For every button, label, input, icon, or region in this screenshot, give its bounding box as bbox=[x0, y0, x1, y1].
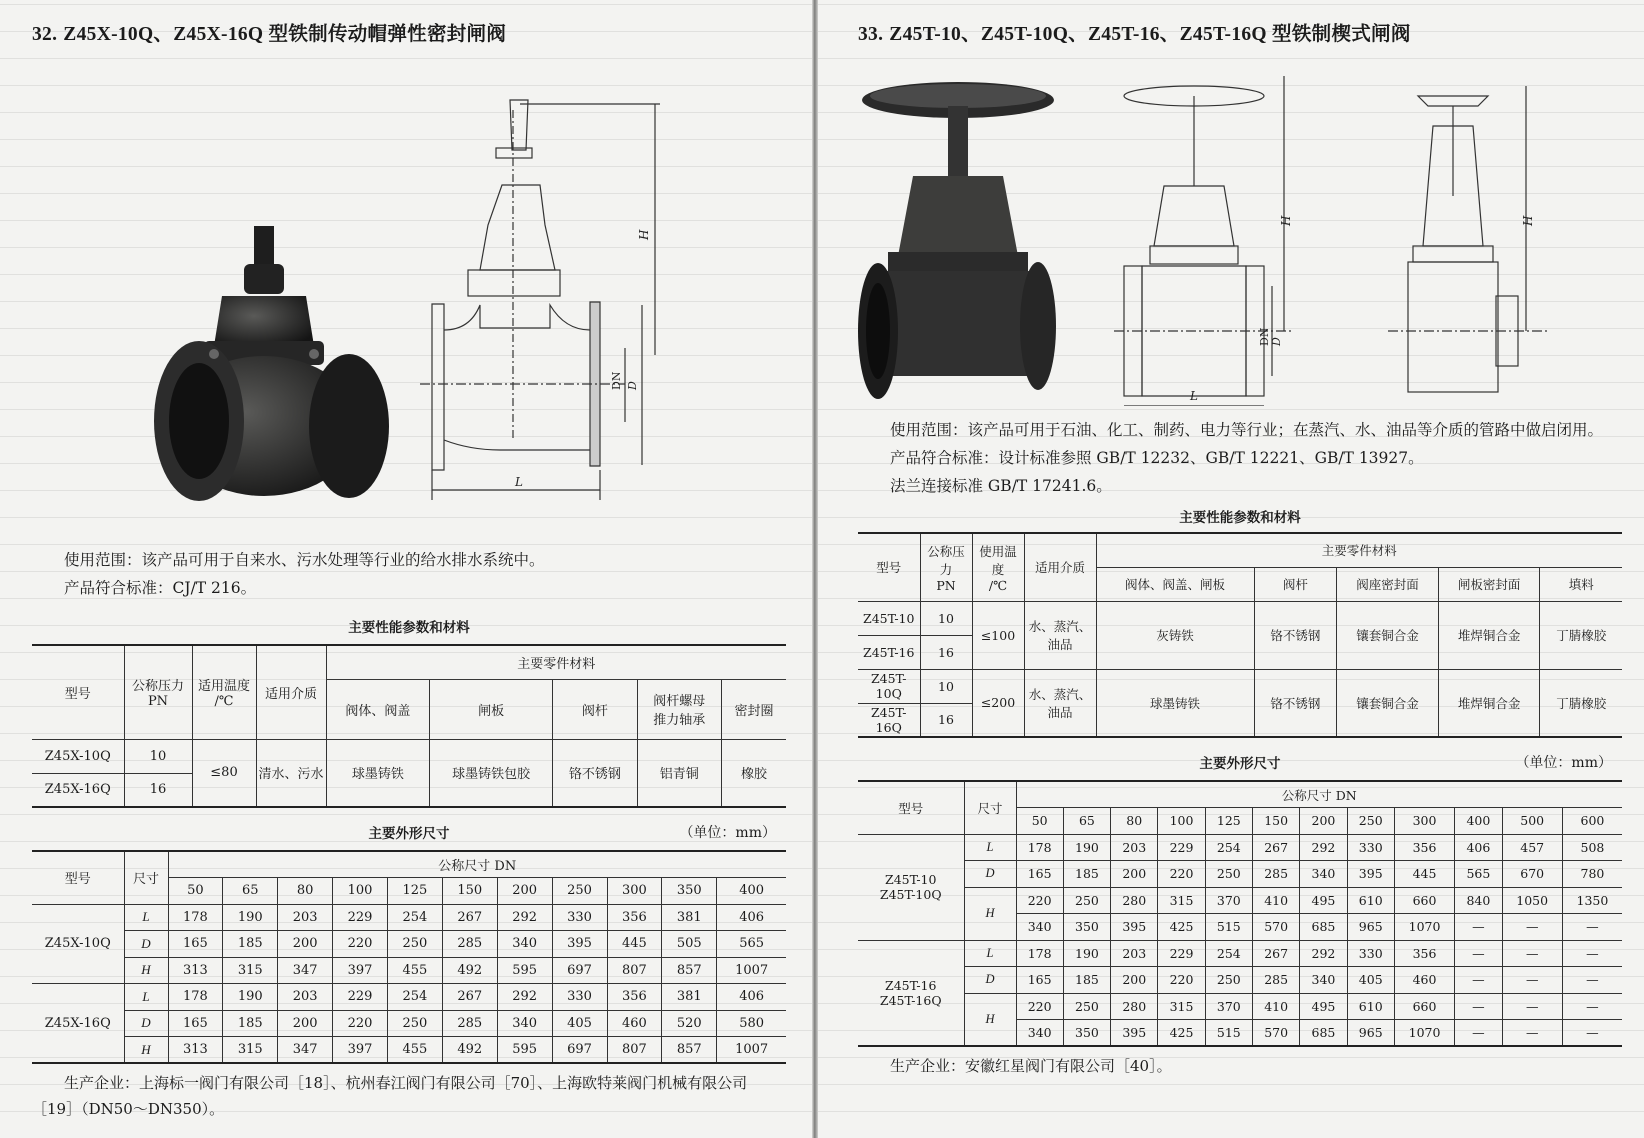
col-seat: 阀座密封面 bbox=[1337, 567, 1439, 601]
value-cell: 425 bbox=[1158, 1020, 1205, 1047]
value-cell: 340 bbox=[1300, 861, 1347, 888]
value-cell: 250 bbox=[388, 1010, 443, 1037]
valve-cross-section-drawing bbox=[380, 90, 660, 510]
dim-label-H: H bbox=[1279, 215, 1293, 226]
col-model: 型号 bbox=[858, 533, 920, 601]
value-cell: 315 bbox=[1158, 993, 1205, 1020]
value-cell: 285 bbox=[1252, 967, 1299, 994]
value-cell: 455 bbox=[388, 1037, 443, 1064]
value-cell: 267 bbox=[442, 904, 497, 931]
value-cell: 495 bbox=[1300, 993, 1347, 1020]
value-cell: 381 bbox=[662, 904, 717, 931]
col-dn-group: 公称尺寸 DN bbox=[1016, 781, 1622, 808]
value-cell: 395 bbox=[1347, 861, 1394, 888]
col-model: 型号 bbox=[32, 645, 124, 739]
col-model: 型号 bbox=[32, 851, 124, 904]
value-cell: 178 bbox=[1016, 940, 1063, 967]
value-cell: — bbox=[1455, 1020, 1502, 1047]
right-page bbox=[818, 0, 1644, 1138]
value-cell: 203 bbox=[278, 984, 333, 1011]
table-row: Z45X-16Q 16 bbox=[32, 773, 786, 807]
value-cell: 1070 bbox=[1394, 914, 1454, 941]
value-cell: 220 bbox=[333, 931, 388, 958]
dim-label-H: H bbox=[637, 229, 651, 240]
value-cell: 406 bbox=[717, 984, 786, 1011]
value-cell: 685 bbox=[1300, 1020, 1347, 1047]
materials-table bbox=[32, 644, 786, 808]
value-cell: 492 bbox=[442, 957, 497, 984]
value-cell: 370 bbox=[1205, 887, 1252, 914]
col-packing: 填料 bbox=[1540, 567, 1622, 601]
value-cell: 200 bbox=[1111, 967, 1158, 994]
value-cell: 190 bbox=[1063, 834, 1110, 861]
left-page bbox=[0, 0, 812, 1138]
dimensions-table bbox=[32, 850, 786, 1064]
value-cell: 595 bbox=[497, 957, 552, 984]
dim-cell: D bbox=[124, 931, 168, 958]
table-row: Z45T-10 10 ≤100 水、蒸汽、油品 灰铸铁 铬不锈钢 镶套铜合金 堆焊铜合金 丁腈橡胶 bbox=[858, 601, 1622, 635]
value-cell: 455 bbox=[388, 957, 443, 984]
dims-caption: 主要外形尺寸 （单位：mm） bbox=[32, 822, 786, 842]
value-cell: 267 bbox=[1252, 940, 1299, 967]
value-cell: — bbox=[1562, 967, 1622, 994]
value-cell: 381 bbox=[662, 984, 717, 1011]
value-cell: 370 bbox=[1205, 993, 1252, 1020]
value-cell: 397 bbox=[333, 1037, 388, 1064]
value-cell: — bbox=[1562, 940, 1622, 967]
value-cell: 660 bbox=[1394, 887, 1454, 914]
value-cell: — bbox=[1502, 1020, 1562, 1047]
value-cell: 250 bbox=[1205, 967, 1252, 994]
value-cell: 460 bbox=[607, 1010, 662, 1037]
standard-text: 产品符合标准：设计标准参照 GB/T 12232、GB/T 12221、GB/T 13927。 bbox=[890, 449, 1424, 467]
value-cell: 492 bbox=[442, 1037, 497, 1064]
value-cell: 350 bbox=[1063, 1020, 1110, 1047]
value-cell: 285 bbox=[1252, 861, 1299, 888]
value-cell: 229 bbox=[1158, 834, 1205, 861]
value-cell: 220 bbox=[333, 1010, 388, 1037]
value-cell: 405 bbox=[1347, 967, 1394, 994]
manufacturers-text: 生产企业：上海标一阀门有限公司［18］、杭州春江阀门有限公司［70］、上海欧特莱阀门机械有限公司［19］（DN50～DN350）。 bbox=[32, 1074, 748, 1118]
value-cell: 178 bbox=[1016, 834, 1063, 861]
manufacturers-text: 生产企业：安徽红星阀门有限公司［40］。 bbox=[890, 1057, 1172, 1075]
value-cell: 565 bbox=[1455, 861, 1502, 888]
value-cell: 570 bbox=[1252, 914, 1299, 941]
value-cell: 406 bbox=[1455, 834, 1502, 861]
col-dim: 尺寸 bbox=[124, 851, 168, 904]
value-cell: 495 bbox=[1300, 887, 1347, 914]
dim-cell: H bbox=[964, 887, 1016, 940]
value-cell: 203 bbox=[1111, 834, 1158, 861]
section-number: 32. bbox=[32, 24, 58, 45]
value-cell: 220 bbox=[1158, 967, 1205, 994]
value-cell: 505 bbox=[662, 931, 717, 958]
value-cell: 350 bbox=[1063, 914, 1110, 941]
col-parts-group: 主要零件材料 bbox=[1096, 533, 1622, 567]
dim-label-DN: DN bbox=[1258, 327, 1271, 346]
materials-caption: 主要性能参数和材料 bbox=[348, 620, 470, 636]
value-cell: 410 bbox=[1252, 887, 1299, 914]
table-row bbox=[32, 904, 786, 931]
col-disc-seal: 闸板密封面 bbox=[1438, 567, 1540, 601]
value-cell: — bbox=[1455, 993, 1502, 1020]
value-cell: 315 bbox=[1158, 887, 1205, 914]
value-cell: 313 bbox=[168, 957, 223, 984]
value-cell: 340 bbox=[1016, 1020, 1063, 1047]
value-cell: 267 bbox=[442, 984, 497, 1011]
dim-cell: H bbox=[124, 957, 168, 984]
table-row: Z45T-16 16 bbox=[858, 635, 1622, 669]
value-cell: 229 bbox=[333, 984, 388, 1011]
value-cell: 857 bbox=[662, 957, 717, 984]
value-cell: 515 bbox=[1205, 914, 1252, 941]
value-cell: 315 bbox=[223, 957, 278, 984]
value-cell: — bbox=[1455, 940, 1502, 967]
valve-front-drawing bbox=[1378, 66, 1558, 406]
model-cell: Z45T-10 Z45T-10Q bbox=[858, 834, 964, 940]
value-cell: 965 bbox=[1347, 1020, 1394, 1047]
value-cell: 340 bbox=[497, 1010, 552, 1037]
model-cell: Z45T-16 Z45T-16Q bbox=[858, 940, 964, 1046]
value-cell: 965 bbox=[1347, 914, 1394, 941]
model-cell: Z45X-16Q bbox=[32, 984, 124, 1064]
col-disc: 闸板 bbox=[430, 679, 553, 739]
section-title-text: Z45T-10、Z45T-10Q、Z45T-16、Z45T-16Q 型铁制楔式闸阀 bbox=[889, 24, 1411, 45]
value-cell: 229 bbox=[1158, 940, 1205, 967]
value-cell: 356 bbox=[1394, 940, 1454, 967]
value-cell: 165 bbox=[168, 1010, 223, 1037]
value-cell: 347 bbox=[278, 1037, 333, 1064]
value-cell: 203 bbox=[278, 904, 333, 931]
dim-cell: D bbox=[964, 861, 1016, 888]
value-cell: 670 bbox=[1502, 861, 1562, 888]
value-cell: 330 bbox=[552, 904, 607, 931]
value-cell: 250 bbox=[1063, 887, 1110, 914]
value-cell: 425 bbox=[1158, 914, 1205, 941]
dim-label-DN: DN bbox=[610, 371, 623, 390]
value-cell: 330 bbox=[552, 984, 607, 1011]
value-cell: 515 bbox=[1205, 1020, 1252, 1047]
value-cell: — bbox=[1502, 914, 1562, 941]
value-cell: 520 bbox=[662, 1010, 717, 1037]
section-title-32 bbox=[32, 18, 786, 46]
value-cell: 190 bbox=[1063, 940, 1110, 967]
value-cell: 445 bbox=[1394, 861, 1454, 888]
dim-cell: L bbox=[964, 940, 1016, 967]
value-cell: 697 bbox=[552, 1037, 607, 1064]
value-cell: 315 bbox=[223, 1037, 278, 1064]
value-cell: 250 bbox=[1063, 993, 1110, 1020]
value-cell: 570 bbox=[1252, 1020, 1299, 1047]
value-cell: 165 bbox=[1016, 861, 1063, 888]
value-cell: 508 bbox=[1562, 834, 1622, 861]
table-row bbox=[32, 1010, 786, 1037]
figure-area bbox=[858, 56, 1622, 416]
value-cell: 254 bbox=[388, 984, 443, 1011]
value-cell: 285 bbox=[442, 1010, 497, 1037]
value-cell: 254 bbox=[1205, 940, 1252, 967]
col-dn-group: 公称尺寸 DN bbox=[168, 851, 786, 878]
col-stem: 阀杆 bbox=[1254, 567, 1337, 601]
col-dim: 尺寸 bbox=[964, 781, 1016, 834]
value-cell: 1070 bbox=[1394, 1020, 1454, 1047]
value-cell: 356 bbox=[607, 904, 662, 931]
value-cell: 580 bbox=[717, 1010, 786, 1037]
value-cell: — bbox=[1502, 967, 1562, 994]
dim-cell: H bbox=[124, 1037, 168, 1064]
value-cell: 1050 bbox=[1502, 887, 1562, 914]
col-temp: 使用温度 /℃ bbox=[972, 533, 1024, 601]
dim-cell: H bbox=[964, 993, 1016, 1046]
value-cell: 185 bbox=[1063, 861, 1110, 888]
value-cell: 200 bbox=[278, 1010, 333, 1037]
value-cell: 660 bbox=[1394, 993, 1454, 1020]
value-cell: 280 bbox=[1111, 993, 1158, 1020]
value-cell: — bbox=[1562, 993, 1622, 1020]
value-cell: 697 bbox=[552, 957, 607, 984]
dim-cell: D bbox=[964, 967, 1016, 994]
dim-cell: D bbox=[124, 1010, 168, 1037]
col-medium: 适用介质 bbox=[1024, 533, 1096, 601]
value-cell: 165 bbox=[1016, 967, 1063, 994]
value-cell: 254 bbox=[388, 904, 443, 931]
value-cell: 840 bbox=[1455, 887, 1502, 914]
model-cell: Z45X-10Q bbox=[32, 904, 124, 984]
svg-text:H: H bbox=[1521, 215, 1535, 226]
value-cell: 330 bbox=[1347, 834, 1394, 861]
col-pressure: 公称压力 PN bbox=[920, 533, 972, 601]
value-cell: — bbox=[1455, 967, 1502, 994]
value-cell: 347 bbox=[278, 957, 333, 984]
value-cell: 397 bbox=[333, 957, 388, 984]
dim-label-D: D bbox=[1270, 337, 1283, 346]
value-cell: 250 bbox=[388, 931, 443, 958]
value-cell: — bbox=[1455, 914, 1502, 941]
dim-label-L: L bbox=[515, 475, 523, 489]
value-cell: 460 bbox=[1394, 967, 1454, 994]
value-cell: 857 bbox=[662, 1037, 717, 1064]
value-cell: 190 bbox=[223, 904, 278, 931]
value-cell: 229 bbox=[333, 904, 388, 931]
table-row bbox=[858, 940, 1622, 967]
col-pressure: 公称压力 PN bbox=[124, 645, 192, 739]
valve-photo bbox=[858, 76, 1058, 406]
valve-side-drawing bbox=[1094, 66, 1334, 406]
value-cell: 395 bbox=[552, 931, 607, 958]
value-cell: — bbox=[1502, 940, 1562, 967]
unit-label: （单位：mm） bbox=[679, 825, 776, 841]
usage-text: 使用范围：该产品可用于石油、化工、制药、电力等行业；在蒸汽、水、油品等介质的管路中做启闭用。 bbox=[890, 421, 1604, 439]
value-cell: 220 bbox=[1016, 993, 1063, 1020]
value-cell: 406 bbox=[717, 904, 786, 931]
table-row bbox=[32, 957, 786, 984]
value-cell: 1350 bbox=[1562, 887, 1622, 914]
table-row bbox=[858, 887, 1622, 914]
value-cell: 340 bbox=[1300, 967, 1347, 994]
value-cell: 292 bbox=[1300, 834, 1347, 861]
table-row bbox=[858, 967, 1622, 994]
value-cell: 292 bbox=[497, 984, 552, 1011]
table-row bbox=[858, 861, 1622, 888]
value-cell: 200 bbox=[1111, 861, 1158, 888]
dim-label-D: D bbox=[626, 381, 639, 390]
dim-cell: L bbox=[124, 984, 168, 1011]
col-parts-group: 主要零件材料 bbox=[326, 645, 786, 679]
value-cell: 178 bbox=[168, 904, 223, 931]
value-cell: 220 bbox=[1016, 887, 1063, 914]
flange-standard-text: 法兰连接标准 GB/T 17241.6。 bbox=[890, 477, 1112, 495]
col-temp: 适用温度 /℃ bbox=[192, 645, 256, 739]
value-cell: 220 bbox=[1158, 861, 1205, 888]
unit-label: （单位：mm） bbox=[1515, 755, 1612, 771]
value-cell: 457 bbox=[1502, 834, 1562, 861]
value-cell: 445 bbox=[607, 931, 662, 958]
value-cell: 185 bbox=[1063, 967, 1110, 994]
value-cell: 165 bbox=[168, 931, 223, 958]
col-stem: 阀杆 bbox=[553, 679, 637, 739]
table-row: Z45T-10Q 10 ≤200 水、蒸汽、油品 球墨铸铁 铬不锈钢 镶套铜合金 堆焊铜合金 丁腈橡胶 bbox=[858, 669, 1622, 703]
col-body: 阀体、阀盖、闸板 bbox=[1096, 567, 1254, 601]
table-row bbox=[32, 1037, 786, 1064]
col-medium: 适用介质 bbox=[256, 645, 326, 739]
value-cell: 405 bbox=[552, 1010, 607, 1037]
value-cell: 807 bbox=[607, 957, 662, 984]
value-cell: 280 bbox=[1111, 887, 1158, 914]
value-cell: 340 bbox=[1016, 914, 1063, 941]
section-title-33 bbox=[858, 18, 1622, 46]
figure-area bbox=[32, 56, 786, 536]
col-model: 型号 bbox=[858, 781, 964, 834]
value-cell: 1007 bbox=[717, 957, 786, 984]
col-nut: 阀杆螺母 推力轴承 bbox=[637, 679, 721, 739]
dn-header-row: 50 65 80 100 125 150 200 250 300 350 400 bbox=[32, 878, 786, 905]
value-cell: 807 bbox=[607, 1037, 662, 1064]
value-cell: — bbox=[1562, 1020, 1622, 1047]
standard-text: 产品符合标准：CJ/T 216。 bbox=[64, 579, 257, 597]
value-cell: 292 bbox=[1300, 940, 1347, 967]
dn-header-row: 50 65 80 100 125 150 200 250 300 400 500 600 bbox=[858, 808, 1622, 835]
value-cell: 356 bbox=[1394, 834, 1454, 861]
materials-caption: 主要性能参数和材料 bbox=[1179, 510, 1301, 526]
value-cell: 330 bbox=[1347, 940, 1394, 967]
table-row bbox=[32, 931, 786, 958]
col-body: 阀体、阀盖 bbox=[326, 679, 430, 739]
value-cell: 565 bbox=[717, 931, 786, 958]
value-cell: 292 bbox=[497, 904, 552, 931]
value-cell: 178 bbox=[168, 984, 223, 1011]
dim-cell: L bbox=[124, 904, 168, 931]
value-cell: — bbox=[1562, 914, 1622, 941]
dim-cell: L bbox=[964, 834, 1016, 861]
value-cell: 610 bbox=[1347, 887, 1394, 914]
section-title-text: Z45X-10Q、Z45X-16Q 型铁制传动帽弹性密封闸阀 bbox=[63, 24, 507, 45]
value-cell: 780 bbox=[1562, 861, 1622, 888]
table-row bbox=[858, 993, 1622, 1020]
value-cell: 356 bbox=[607, 984, 662, 1011]
value-cell: 267 bbox=[1252, 834, 1299, 861]
table-row bbox=[858, 834, 1622, 861]
value-cell: 395 bbox=[1111, 1020, 1158, 1047]
dim-label-L: L bbox=[1190, 389, 1198, 403]
value-cell: 340 bbox=[497, 931, 552, 958]
value-cell: 685 bbox=[1300, 914, 1347, 941]
value-cell: 185 bbox=[223, 931, 278, 958]
table-row: Z45T-16Q 16 bbox=[858, 703, 1622, 737]
dimensions-table bbox=[858, 780, 1622, 1047]
value-cell: 200 bbox=[278, 931, 333, 958]
value-cell: 1007 bbox=[717, 1037, 786, 1064]
usage-text: 使用范围：该产品可用于自来水、污水处理等行业的给水排水系统中。 bbox=[64, 551, 545, 569]
table-row bbox=[32, 984, 786, 1011]
col-seal: 密封圈 bbox=[722, 679, 786, 739]
materials-table bbox=[858, 532, 1622, 738]
value-cell: 254 bbox=[1205, 834, 1252, 861]
value-cell: 610 bbox=[1347, 993, 1394, 1020]
value-cell: 595 bbox=[497, 1037, 552, 1064]
value-cell: 313 bbox=[168, 1037, 223, 1064]
value-cell: 185 bbox=[223, 1010, 278, 1037]
value-cell: 203 bbox=[1111, 940, 1158, 967]
table-row: Z45X-10Q 10 ≤80 清水、污水 球墨铸铁 球墨铸铁包胶 铬不锈钢 铝青铜 橡胶 bbox=[32, 739, 786, 773]
value-cell: 285 bbox=[442, 931, 497, 958]
value-cell: — bbox=[1502, 993, 1562, 1020]
value-cell: 410 bbox=[1252, 993, 1299, 1020]
value-cell: 395 bbox=[1111, 914, 1158, 941]
value-cell: 250 bbox=[1205, 861, 1252, 888]
value-cell: 190 bbox=[223, 984, 278, 1011]
dims-caption: 主要外形尺寸 （单位：mm） bbox=[858, 752, 1622, 772]
section-number: 33. bbox=[858, 24, 884, 45]
